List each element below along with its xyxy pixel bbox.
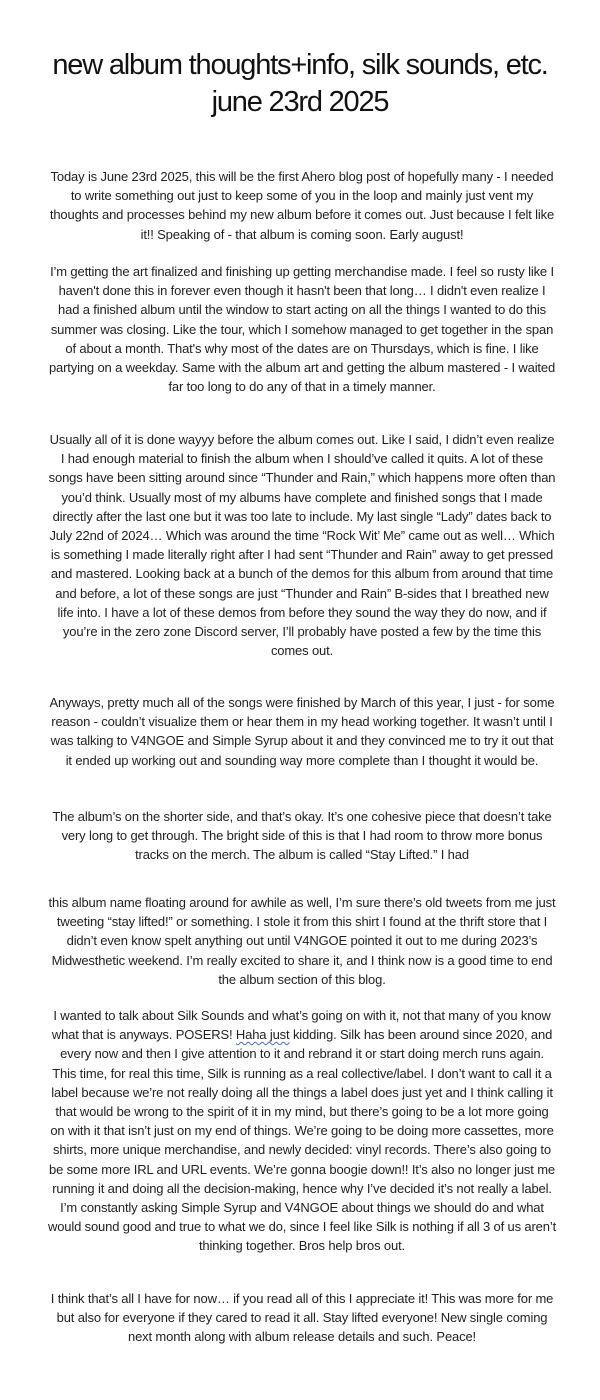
paragraph-closing: I think that’s all I have for now… if you read all of this I appreciate it! This was more for me but also for everyone if they cared to read it all. Stay lifted everyone! New single coming next month along with album release details and such. Peace!	[50, 1291, 554, 1345]
paragraph-demos: Usually all of it is done wayyy before the album comes out. Like I said, I didn’t even realize I had enough material to finish the album when I should’ve called it quits. A lot of these songs have been sitting around since “Thunder and Rain,” which happens more often than you’d think. Usually most of my albums have complete and finished songs that I made directly after the last one but it was too late to include. My last single “Lady” dates back to July 22nd of 2024… Which was around the time “Rock Wit’ Me” came out as well… Which is something I made literally right after I had sent “Thunder and Rain” away to get pressed and mastered. Looking back at a bunch of the demos for this album from around that time and before, a lot of these songs are just “Thunder and Rain” B-sides that I breathed new life into. I have a lot of these demos from before they sound the way they do now, and if you’re in the zero zone Discord server, I’ll probably have posted a few by the time this comes out.	[48, 432, 556, 659]
paragraph-songs-finished: Anyways, pretty much all of the songs were finished by March of this year, I just - for some reason - couldn’t visualize them or hear them in my head working together. It wasn’t until I was talking to V4NGOE and Simple Syrup about it and they convinced me to try it out that it ended up working out and sounding way more complete than I thought it would be.	[49, 695, 555, 768]
post-title: new album thoughts+info, silk sounds, etc.	[52, 49, 548, 81]
post-date: june 23rd 2025	[211, 86, 389, 118]
paragraph-silk-sounds	[47, 1006, 557, 1256]
paragraph-album-length: The album’s on the shorter side, and that’s okay. It’s one cohesive piece that doesn’t take very long to get through. The bright side of this is that I had room to throw more bonus tracks on the merch. The album is called “Stay Lifted.” I had	[52, 809, 552, 863]
silk-text-after: kidding. Silk has been around since 2020, and every now and then I give attention to it and rebrand it or start doing merch runs again. This time, for real this time, Silk is running as a real collective/label. I don’t want to call it a label because we’re not really doing all the things a label does just yet and I think calling it that would be wrong to the spirit of it in my mind, but there’s going to be a lot more going on with it that isn’t just on my end of things. We’re going to be doing more cassettes, more shirts, more unique merchandise, and newly decided: vinyl records. There’s also going to be some more IRL and URL events. We’re gonna boogie down!! It’s also no longer just me running it and doing all the decision-making, hence why I’ve decided it’s not really a label. I’m constantly asking Simple Syrup and V4NGOE about things we should do and what would sound good and true to what we do, since I feel like Silk is nothing if all 3 of us aren’t thinking together. Bros help bros out.	[47, 1027, 557, 1254]
paragraph-intro: Today is June 23rd 2025, this will be the first Ahero blog post of hopefully many - I needed to write something out just to keep some of you in the loop and mainly just vent my thoughts and processes behind my new album before it comes out. Just because I felt like it!! Speaking of - that album is coming soon. Early august!	[49, 169, 555, 242]
silk-text-before: I wanted to talk about Silk Sounds and what’s going on with it, not that many of you know what that is anyways. POSERS!	[51, 1008, 551, 1043]
paragraph-album-name: this album name floating around for awhile as well, I’m sure there’s old tweets from me just tweeting “stay lifted!” or something. I stole it from this shirt I found at the thrift store that I didn’t even know spelt anything out until V4NGOE pointed it out to me during 2023’s Midwesthetic weekend. I’m really excited to share it, and I think now is a good time to end the album section of this blog.	[48, 895, 556, 987]
paragraph-merch: I’m getting the art finalized and finishing up getting merchandise made. I feel so rusty like I haven't done this in forever even though it hasn't been that long… I didn't even realize I had a finished album until the window to start acting on all the things I wanted to do this summer was closing. Like the tour, which I somehow managed to get together in the span of about a month. That's why most of the dates are on Thursdays, which is fine. I like partying on a weekday. Same with the album art and getting the album mastered - I waited far too long to do any of that in a timely manner.	[48, 264, 556, 395]
spellcheck-underlined-text: Haha just	[235, 1027, 290, 1043]
